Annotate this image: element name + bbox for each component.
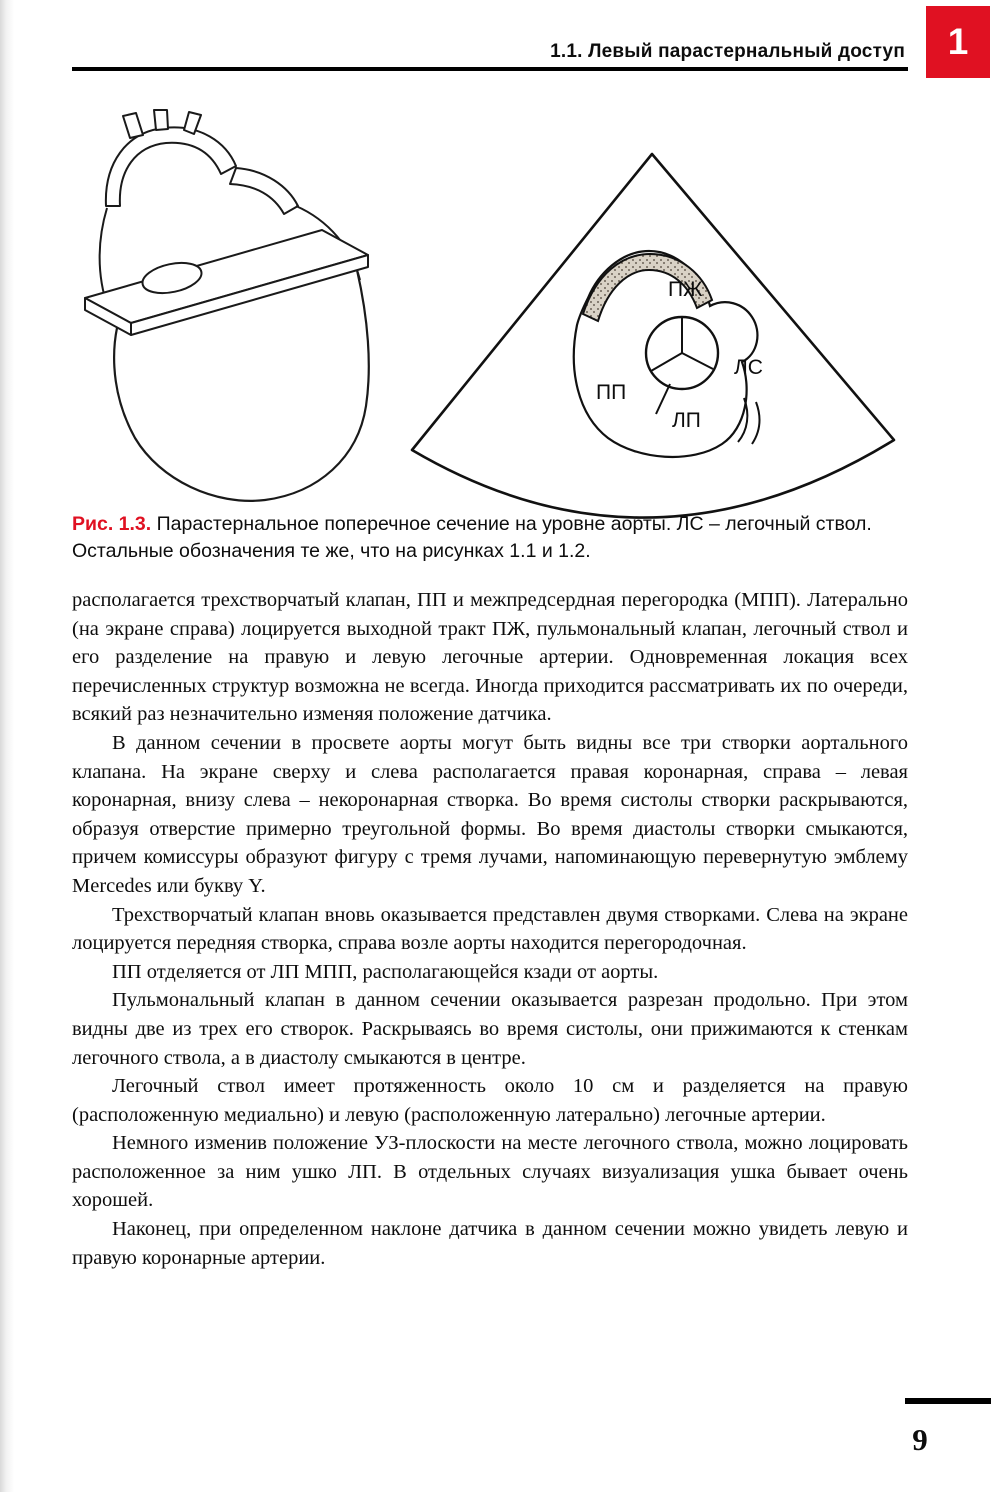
paragraph: Легочный ствол имеет протяженность около 10 см и разделяется на правую (расположенную медиально) и левую (расположенную латерально) легочные артерии.	[72, 1075, 908, 1126]
figure-caption	[72, 511, 908, 565]
header-rule	[72, 67, 908, 71]
label-right-ventricle: ПЖ	[668, 278, 703, 301]
ultrasound-sector-diagram	[400, 118, 920, 538]
footer-rule	[905, 1398, 991, 1404]
page-number: 9	[912, 1422, 928, 1457]
figure-caption-text: Парастернальное поперечное сечение на уровне аорты. ЛС – легочный ствол. Остальные обозначения те же, что на рисунках 1.1 и 1.2.	[72, 513, 872, 562]
paragraph: Наконец, при определенном наклоне датчика в данном сечении можно увидеть левую и правую коронарные артерии.	[72, 1218, 908, 1269]
paragraph: Немного изменив положение УЗ-плоскости на месте легочного ствола, можно лоцировать расположенное за ним ушко ЛП. В отдельных случаях визуализация ушка бывает очень хорошей.	[72, 1132, 908, 1212]
body-text	[72, 586, 908, 1272]
paragraph: располагается трехстворчатый клапан, ПП и межпредсердная перегородка (МПП). Латерально (на экране справа) лоцируется выходной тракт ПЖ, пульмональный клапан, легочный ствол и его разделение на правую и левую легочные артерии. Одновременная локация всех перечисленных структур возможна не всегда. Иногда приходится рассматривать их по очереди, всякий раз незначительно изменяя положение датчика.	[72, 589, 908, 726]
running-head: 1.1. Левый парастернальный доступ	[550, 41, 905, 62]
paragraph: Трехстворчатый клапан вновь оказывается представлен двумя створками. Слева на экране лоцируется передняя створка, справа возле аорты находится перегородочная.	[72, 903, 908, 955]
heart-plane-illustration	[60, 108, 400, 508]
chapter-number-tab: 1	[926, 6, 990, 78]
figure-1-3	[0, 100, 1000, 510]
paragraph: Пульмональный клапан в данном сечении оказывается разрезан продольно. При этом видны две из трех его створок. Раскрываясь во время систолы, они прижимаются к стенкам легочного ствола, а в диастолу смыкаются в центре.	[72, 989, 908, 1069]
figure-caption-number: Рис. 1.3.	[72, 513, 152, 535]
label-pulmonary-trunk: ЛС	[734, 356, 763, 379]
label-left-atrium: ЛП	[672, 409, 701, 432]
paragraph: В данном сечении в просвете аорты могут быть видны все три створки аортального клапана. На экране сверху и слева располагается правая коронарная, справа – левая коронарная, внизу слева – некоронарная створка. Во время систолы створки раскрываются, образуя отверстие примерно треугольной формы. Во время диастолы створки смыкаются, причем комиссуры образуют фигуру с тремя лучами, напоминающую перевернутую эмблему Mercedes или букву Y.	[72, 731, 908, 897]
label-right-atrium: ПП	[596, 381, 627, 404]
paragraph: ПП отделяется от ЛП МПП, располагающейся кзади от аорты.	[112, 960, 659, 983]
